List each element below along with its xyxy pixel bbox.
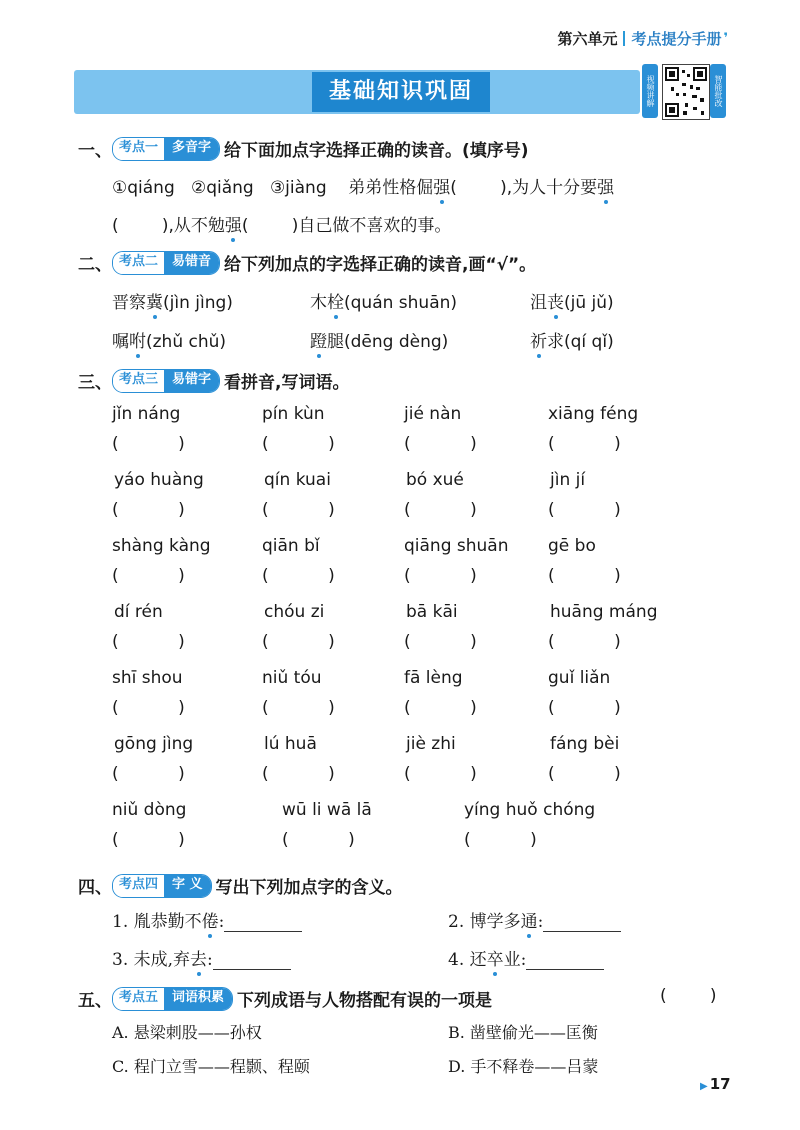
leaf-icon: ❜: [723, 31, 728, 46]
answer-paren[interactable]: ( ): [404, 566, 477, 586]
answer-paren[interactable]: ( ): [404, 698, 477, 718]
dotted-char: 去: [190, 950, 208, 970]
topic-tag: [112, 137, 220, 161]
option-a[interactable]: A. 悬梁刺股——孙权: [112, 1023, 262, 1042]
pinyin-word: gōng jìng: [114, 734, 194, 754]
unit-label: 第六单元: [557, 30, 618, 48]
answer-line[interactable]: [213, 953, 291, 970]
answer-paren[interactable]: ( ): [548, 434, 621, 454]
handbook-label: 考点提分手册: [631, 30, 722, 48]
pinyin-word: shī shou: [112, 668, 183, 688]
dotted-char: 栓: [327, 293, 344, 313]
dotted-char: 卒: [486, 950, 504, 970]
tag-topic: 词语积累: [164, 988, 232, 1010]
pinyin-word: jìn jí: [550, 470, 586, 490]
question-number: 二、: [78, 255, 112, 275]
question-prompt: 写出下列加点字的含义。: [215, 878, 403, 898]
option: ②qiǎng: [190, 178, 254, 198]
text: 弟弟性格倔: [348, 178, 434, 198]
answer-line[interactable]: [224, 915, 302, 932]
dotted-char: 倦: [201, 912, 219, 932]
pinyin-word: jǐn náng: [112, 404, 181, 424]
answer-paren[interactable]: ( ): [464, 830, 537, 850]
pinyin-word: wū li wā lā: [282, 800, 372, 820]
topic-tag: [112, 874, 212, 898]
pinyin-word: fáng bèi: [550, 734, 620, 754]
tag-key: 考点三: [113, 370, 164, 392]
q2-item[interactable]: 蹬腿(dēng dèng): [310, 332, 449, 352]
qr-grading-label: 智能批改: [710, 64, 726, 118]
answer-paren[interactable]: ( ): [112, 830, 185, 850]
answer-paren[interactable]: ( ): [262, 764, 335, 784]
tag-topic: 易错音: [164, 252, 219, 274]
pinyin-word: bā kāi: [406, 602, 458, 622]
qr-video-label: 视频讲解: [642, 64, 658, 118]
answer-blank[interactable]: ( ),为人十分要: [450, 178, 598, 198]
topic-tag: [112, 251, 220, 275]
dotted-char: 咐: [129, 332, 146, 352]
q4-item: 3. 未成,弃去:: [112, 945, 291, 970]
question-2-heading: [78, 250, 536, 275]
dotted-char: 强: [597, 178, 615, 198]
triangle-icon: ▶: [700, 1081, 708, 1092]
option-c[interactable]: C. 程门立雪——程颢、程颐: [112, 1057, 310, 1076]
dotted-char: 丧: [547, 293, 564, 313]
answer-paren[interactable]: ( ): [404, 500, 477, 520]
option: ①qiáng: [112, 178, 175, 198]
pinyin-word: qiān bǐ: [262, 536, 320, 556]
pinyin-word: niǔ dòng: [112, 800, 187, 820]
answer-line[interactable]: [526, 953, 604, 970]
tag-key: 考点一: [113, 138, 164, 160]
tag-key: 考点五: [113, 988, 164, 1010]
pinyin-word: niǔ tóu: [262, 668, 322, 688]
tag-key: 考点二: [113, 252, 164, 274]
question-prompt: 给下面加点字选择正确的读音。(填序号): [224, 141, 529, 161]
pinyin-word: xiāng féng: [548, 404, 639, 424]
dotted-char: 强: [224, 216, 242, 236]
answer-paren[interactable]: ( ): [112, 764, 185, 784]
answer-paren[interactable]: ( ): [548, 632, 621, 652]
q2-item[interactable]: 嘱咐(zhǔ chǔ): [112, 332, 227, 352]
header-divider: [623, 31, 625, 46]
pinyin-word: pín kùn: [262, 404, 325, 424]
pinyin-word: qín kuai: [264, 470, 331, 490]
q4-item: 2. 博学多通:: [448, 907, 621, 932]
tag-topic: 易错字: [164, 370, 219, 392]
topic-tag: [112, 369, 220, 393]
answer-paren[interactable]: ( ): [112, 632, 185, 652]
question-4-heading: [78, 873, 403, 898]
answer-paren[interactable]: ( ): [548, 698, 621, 718]
question-prompt: 给下列加点的字选择正确的读音,画“√”。: [224, 255, 537, 275]
question-1-heading: [78, 136, 529, 161]
page-header: [557, 28, 728, 49]
option: ③jiàng: [269, 178, 327, 198]
pinyin-word: guǐ liǎn: [548, 668, 611, 688]
answer-paren[interactable]: ( ): [548, 764, 621, 784]
dotted-char: 蹬: [310, 332, 327, 352]
answer-paren[interactable]: ( ): [282, 830, 355, 850]
question-number: 五、: [78, 991, 112, 1011]
pinyin-word: jié nàn: [404, 404, 462, 424]
dotted-char: 冀: [146, 293, 163, 313]
question-3-heading: [78, 368, 350, 393]
answer-paren[interactable]: ( ): [404, 764, 477, 784]
section-title: 基础知识巩固: [312, 72, 490, 112]
answer-paren[interactable]: ( ): [548, 500, 621, 520]
answer-paren[interactable]: ( ): [660, 986, 717, 1006]
q2-item[interactable]: 木栓(quán shuān): [310, 293, 458, 313]
dotted-char: 祈: [530, 332, 547, 352]
pinyin-word: jiè zhi: [406, 734, 456, 754]
answer-paren[interactable]: ( ): [262, 434, 335, 454]
q4-item: 1. 胤恭勤不倦:: [112, 907, 302, 932]
topic-tag: [112, 987, 233, 1011]
pinyin-word: yáo huàng: [114, 470, 204, 490]
pinyin-word: shàng kàng: [112, 536, 211, 556]
question-5-heading: [78, 986, 492, 1011]
q1-line-2: [112, 211, 451, 236]
q2-item[interactable]: 晋察冀(jìn jìng): [112, 293, 233, 313]
q2-item[interactable]: 祈求(qí qǐ): [530, 332, 614, 352]
question-prompt: 下列成语与人物搭配有误的一项是: [237, 991, 493, 1011]
dotted-char: 通: [520, 912, 538, 932]
answer-paren[interactable]: ( ): [112, 500, 185, 520]
page-number: ▶ 17: [700, 1075, 731, 1093]
q1-line-1: [112, 173, 614, 198]
option-b[interactable]: B. 凿壁偷光——匡衡: [448, 1023, 598, 1042]
question-number: 四、: [78, 878, 112, 898]
pinyin-word: lú huā: [264, 734, 317, 754]
answer-paren[interactable]: ( ): [404, 632, 477, 652]
pinyin-word: qiāng shuān: [404, 536, 509, 556]
pinyin-word: chóu zi: [264, 602, 325, 622]
dotted-char: 强: [433, 178, 451, 198]
pinyin-word: gē bo: [548, 536, 596, 556]
q2-item[interactable]: 沮丧(jū jǔ): [530, 293, 614, 313]
answer-paren[interactable]: ( ): [112, 566, 185, 586]
tag-topic: 多音字: [164, 138, 219, 160]
pinyin-word: fā lèng: [404, 668, 463, 688]
answer-paren[interactable]: ( ): [548, 566, 621, 586]
qr-code-block[interactable]: [642, 64, 726, 120]
question-number: 一、: [78, 141, 112, 161]
q4-item: 4. 还卒业:: [448, 945, 604, 970]
answer-paren[interactable]: ( ): [262, 698, 335, 718]
question-number: 三、: [78, 373, 112, 393]
answer-paren[interactable]: ( ): [404, 434, 477, 454]
answer-line[interactable]: [543, 915, 621, 932]
pinyin-word: huāng máng: [550, 602, 658, 622]
option-d[interactable]: D. 手不释卷——吕蒙: [448, 1057, 599, 1076]
answer-paren[interactable]: ( ): [112, 698, 185, 718]
answer-blank[interactable]: ( )自己做不喜欢的事。: [241, 216, 452, 236]
answer-paren[interactable]: ( ): [112, 434, 185, 454]
answer-paren[interactable]: ( ): [262, 566, 335, 586]
question-prompt: 看拼音,写词语。: [224, 373, 350, 393]
answer-paren[interactable]: ( ): [262, 500, 335, 520]
pinyin-word: yíng huǒ chóng: [464, 800, 596, 820]
pinyin-word: dí rén: [114, 602, 163, 622]
pinyin-word: bó xué: [406, 470, 464, 490]
answer-blank[interactable]: ( ),从不勉: [112, 216, 225, 236]
tag-key: 考点四: [113, 875, 164, 897]
answer-paren[interactable]: ( ): [262, 632, 335, 652]
qr-code-icon: [662, 64, 710, 120]
tag-topic: 字 义: [164, 875, 211, 897]
